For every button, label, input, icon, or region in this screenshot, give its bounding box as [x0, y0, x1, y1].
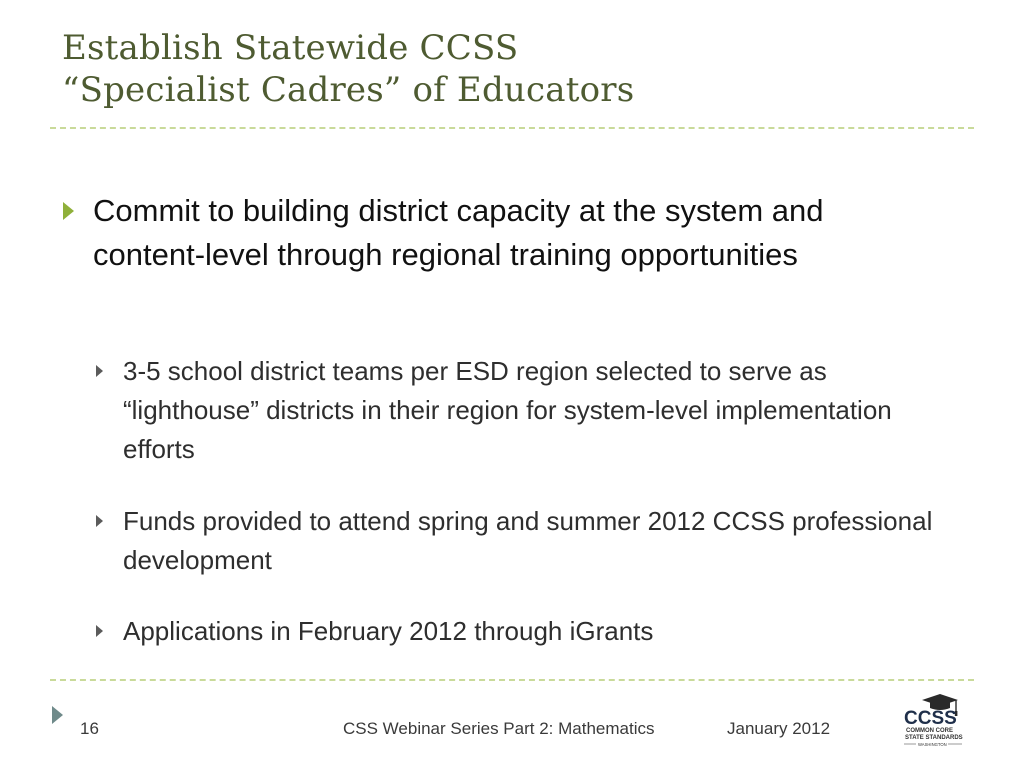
- sub-bullet-2: [92, 502, 972, 580]
- svg-text:CCSS: CCSS: [904, 708, 957, 729]
- main-bullet: [60, 189, 940, 277]
- main-bullet-text: Commit to building district capacity at the system and content-level through regional training opportunities: [93, 193, 824, 272]
- ccss-logo: [900, 690, 972, 750]
- triangle-bullet-icon: [63, 202, 74, 220]
- sub-bullet-text: 3-5 school district teams per ESD region selected to serve as “lighthouse” districts in their region for system-level implementation efforts: [123, 356, 892, 464]
- footer-triangle-icon: [52, 706, 63, 724]
- footer-date: January 2012: [727, 719, 831, 738]
- footer-title: CSS Webinar Series Part 2: Mathematics: [343, 719, 655, 738]
- title-divider: [50, 127, 974, 129]
- slide-number: 16: [80, 719, 99, 738]
- svg-text:COMMON CORE: COMMON CORE: [906, 728, 953, 734]
- slide-title-line-1: Establish Statewide CCSS: [62, 28, 519, 68]
- triangle-bullet-icon: [96, 365, 103, 377]
- sub-bullet-3: [92, 612, 972, 651]
- sub-bullet-1: [92, 352, 972, 469]
- triangle-bullet-icon: [96, 515, 103, 527]
- sub-bullet-text: Applications in February 2012 through iGrants: [123, 616, 654, 646]
- slide-title-line-2: “Specialist Cadres” of Educators: [62, 70, 635, 110]
- svg-text:WASHINGTON: WASHINGTON: [918, 742, 947, 747]
- footer-divider: [50, 679, 974, 681]
- slide-title: [62, 27, 962, 111]
- svg-text:STATE STANDARDS: STATE STANDARDS: [905, 735, 963, 741]
- sub-bullet-text: Funds provided to attend spring and summer 2012 CCSS professional development: [123, 506, 933, 575]
- triangle-bullet-icon: [96, 625, 103, 637]
